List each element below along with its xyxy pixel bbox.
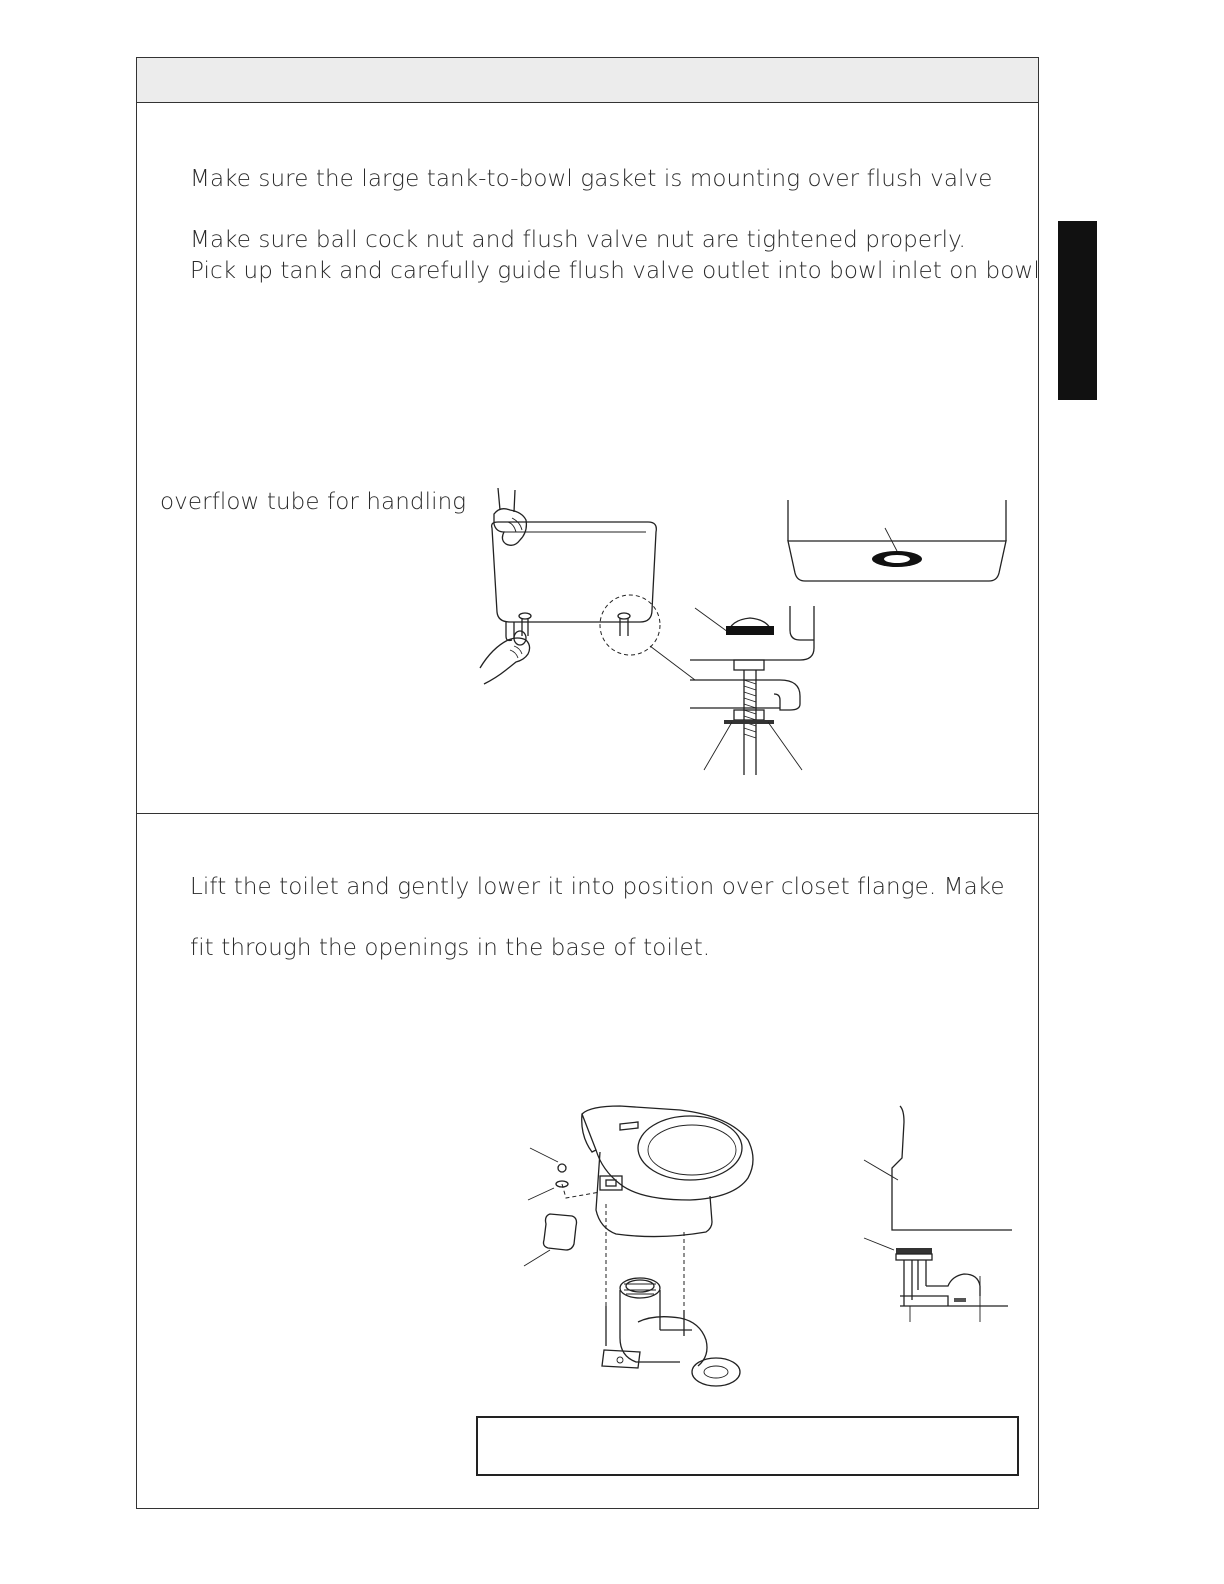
step2-text-line2: fit through the openings in the base of toilet. xyxy=(190,935,711,961)
section-header-bar xyxy=(137,58,1038,103)
step2-text-line1: Lift the toilet and gently lower it into position over closet flange. Make xyxy=(190,874,1005,900)
section-side-tab xyxy=(1058,221,1097,400)
tank-handling-illustration xyxy=(470,488,700,698)
tank-bolt-detail-illustration xyxy=(690,600,830,775)
step1-text-line2: Make sure ball cock nut and flush valve nut are tightened properly. xyxy=(190,227,966,253)
tank-underside-gasket-illustration xyxy=(785,495,1010,585)
step1-text-line1: Make sure the large tank-to-bowl gasket is mounting over flush valve xyxy=(190,166,993,192)
note-box xyxy=(476,1416,1019,1476)
section-divider xyxy=(137,813,1038,814)
step1-text-line3: Pick up tank and carefully guide flush valve outlet into bowl inlet on bowl xyxy=(190,258,1040,284)
step1-side-text: overflow tube for handling xyxy=(160,489,467,515)
toilet-bowl-installation-illustration xyxy=(520,1100,760,1395)
toilet-side-section-illustration xyxy=(860,1100,1020,1325)
